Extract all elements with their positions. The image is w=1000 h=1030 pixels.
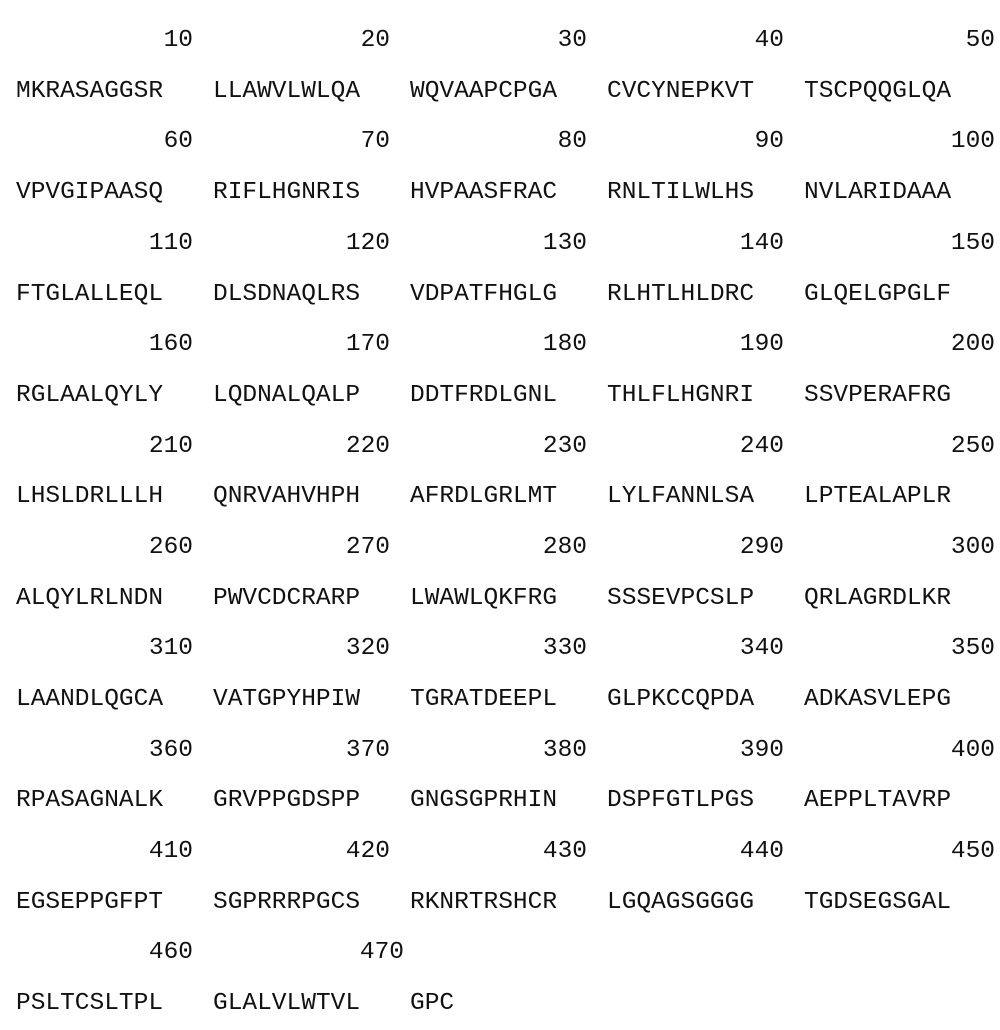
position-number: 400 — [950, 736, 995, 764]
position-number: 150 — [950, 229, 995, 257]
position-number: 350 — [950, 635, 995, 663]
sequence-row — [16, 67, 992, 118]
position-number: 210 — [148, 432, 193, 460]
position-number: 170 — [345, 331, 390, 359]
position-number: 340 — [739, 635, 784, 663]
sequence-segment: NVLARIDAAA — [804, 179, 952, 207]
protein-sequence-listing — [16, 16, 995, 1030]
sequence-segment: GNGSGPRHIN — [410, 787, 558, 815]
position-number: 440 — [739, 838, 784, 866]
sequence-segment: AEPPLTAVRP — [804, 787, 952, 815]
position-number: 360 — [148, 736, 193, 764]
position-number: 10 — [163, 27, 193, 55]
position-number: 420 — [345, 838, 390, 866]
sequence-segment: LQDNALQALP — [213, 381, 361, 409]
position-number: 270 — [345, 533, 390, 561]
position-number: 450 — [950, 838, 995, 866]
position-row — [16, 16, 995, 67]
position-number: 260 — [148, 533, 193, 561]
position-number: 430 — [542, 838, 587, 866]
sequence-row — [16, 168, 992, 219]
sequence-segment: VPVGIPAASQ — [16, 179, 164, 207]
sequence-segment: CVCYNEPKVT — [607, 77, 755, 105]
position-number: 100 — [950, 128, 995, 156]
position-number: 140 — [739, 229, 784, 257]
position-number: 120 — [345, 229, 390, 257]
sequence-segment: GRVPPGDSPP — [213, 787, 361, 815]
position-number: 310 — [148, 635, 193, 663]
position-number: 20 — [360, 27, 390, 55]
position-row — [16, 928, 992, 979]
sequence-segment: FTGLALLEQL — [16, 280, 164, 308]
sequence-segment: SSSEVPCSLP — [607, 584, 755, 612]
position-number: 330 — [542, 635, 587, 663]
sequence-segment: LAANDLQGCA — [16, 686, 164, 714]
sequence-segment: LLAWVLWLQA — [213, 77, 361, 105]
sequence-segment: MKRASAGGSR — [16, 77, 164, 105]
position-number: 460 — [148, 939, 193, 967]
sequence-segment: QNRVAHVHPH — [213, 483, 361, 511]
position-row — [16, 117, 995, 168]
sequence-row — [16, 269, 992, 320]
sequence-segment: RKNRTRSHCR — [410, 888, 558, 916]
sequence-segment: PSLTCSLTPL — [16, 990, 164, 1018]
sequence-segment: EGSEPPGFPT — [16, 888, 164, 916]
position-number: 240 — [739, 432, 784, 460]
sequence-segment: DLSDNAQLRS — [213, 280, 361, 308]
sequence-segment: AFRDLGRLMT — [410, 483, 558, 511]
position-number: 50 — [965, 27, 995, 55]
position-number: 40 — [754, 27, 784, 55]
sequence-segment: LHSLDRLLLH — [16, 483, 164, 511]
sequence-segment: DSPFGTLPGS — [607, 787, 755, 815]
position-row — [16, 624, 995, 675]
sequence-segment: GLQELGPGLF — [804, 280, 952, 308]
position-number: 160 — [148, 331, 193, 359]
sequence-segment: RLHTLHLDRC — [607, 280, 755, 308]
sequence-segment: HVPAASFRAC — [410, 179, 558, 207]
sequence-segment: ALQYLRLNDN — [16, 584, 164, 612]
sequence-segment: GLALVLWTVL — [213, 990, 361, 1018]
position-number: 300 — [950, 533, 995, 561]
position-number: 110 — [148, 229, 193, 257]
sequence-row — [16, 675, 992, 726]
position-number: 380 — [542, 736, 587, 764]
sequence-segment: THLFLHGNRI — [607, 381, 755, 409]
sequence-row — [16, 979, 992, 1030]
position-row — [16, 726, 995, 777]
sequence-segment: RGLAALQYLY — [16, 381, 164, 409]
sequence-segment: SSVPERAFRG — [804, 381, 952, 409]
sequence-row — [16, 574, 992, 625]
sequence-segment: WQVAAPCPGA — [410, 77, 558, 105]
position-number: 280 — [542, 533, 587, 561]
sequence-segment: LPTEALAPLR — [804, 483, 952, 511]
position-row — [16, 827, 995, 878]
position-number: 200 — [950, 331, 995, 359]
position-number: 180 — [542, 331, 587, 359]
sequence-segment: GLPKCCQPDA — [607, 686, 755, 714]
position-row — [16, 219, 995, 270]
sequence-row — [16, 878, 992, 929]
position-number: 60 — [163, 128, 193, 156]
position-row — [16, 523, 995, 574]
position-number: 470 — [359, 939, 404, 967]
sequence-row — [16, 472, 992, 523]
position-number: 130 — [542, 229, 587, 257]
sequence-row — [16, 776, 992, 827]
sequence-segment: RPASAGNALK — [16, 787, 164, 815]
sequence-segment: GPC — [410, 990, 455, 1018]
sequence-segment: SGPRRRPGCS — [213, 888, 361, 916]
position-number: 250 — [950, 432, 995, 460]
sequence-segment: TGDSEGSGAL — [804, 888, 952, 916]
sequence-segment: TGRATDEEPL — [410, 686, 558, 714]
position-number: 320 — [345, 635, 390, 663]
position-number: 410 — [148, 838, 193, 866]
position-row — [16, 320, 995, 371]
sequence-segment: LGQAGSGGGG — [607, 888, 755, 916]
sequence-segment: LYLFANNLSA — [607, 483, 755, 511]
sequence-segment: TSCPQQGLQA — [804, 77, 952, 105]
sequence-segment: RIFLHGNRIS — [213, 179, 361, 207]
sequence-segment: ADKASVLEPG — [804, 686, 952, 714]
position-number: 230 — [542, 432, 587, 460]
position-number: 290 — [739, 533, 784, 561]
sequence-segment: RNLTILWLHS — [607, 179, 755, 207]
sequence-segment: LWAWLQKFRG — [410, 584, 558, 612]
position-number: 70 — [360, 128, 390, 156]
position-number: 390 — [739, 736, 784, 764]
sequence-segment: DDTFRDLGNL — [410, 381, 558, 409]
sequence-segment: VATGPYHPIW — [213, 686, 361, 714]
sequence-segment: QRLAGRDLKR — [804, 584, 952, 612]
position-number: 190 — [739, 331, 784, 359]
position-number: 30 — [557, 27, 587, 55]
sequence-segment: PWVCDCRARP — [213, 584, 361, 612]
position-number: 90 — [754, 128, 784, 156]
sequence-row — [16, 371, 992, 422]
sequence-segment: VDPATFHGLG — [410, 280, 558, 308]
position-number: 220 — [345, 432, 390, 460]
position-row — [16, 422, 995, 473]
position-number: 370 — [345, 736, 390, 764]
position-number: 80 — [557, 128, 587, 156]
